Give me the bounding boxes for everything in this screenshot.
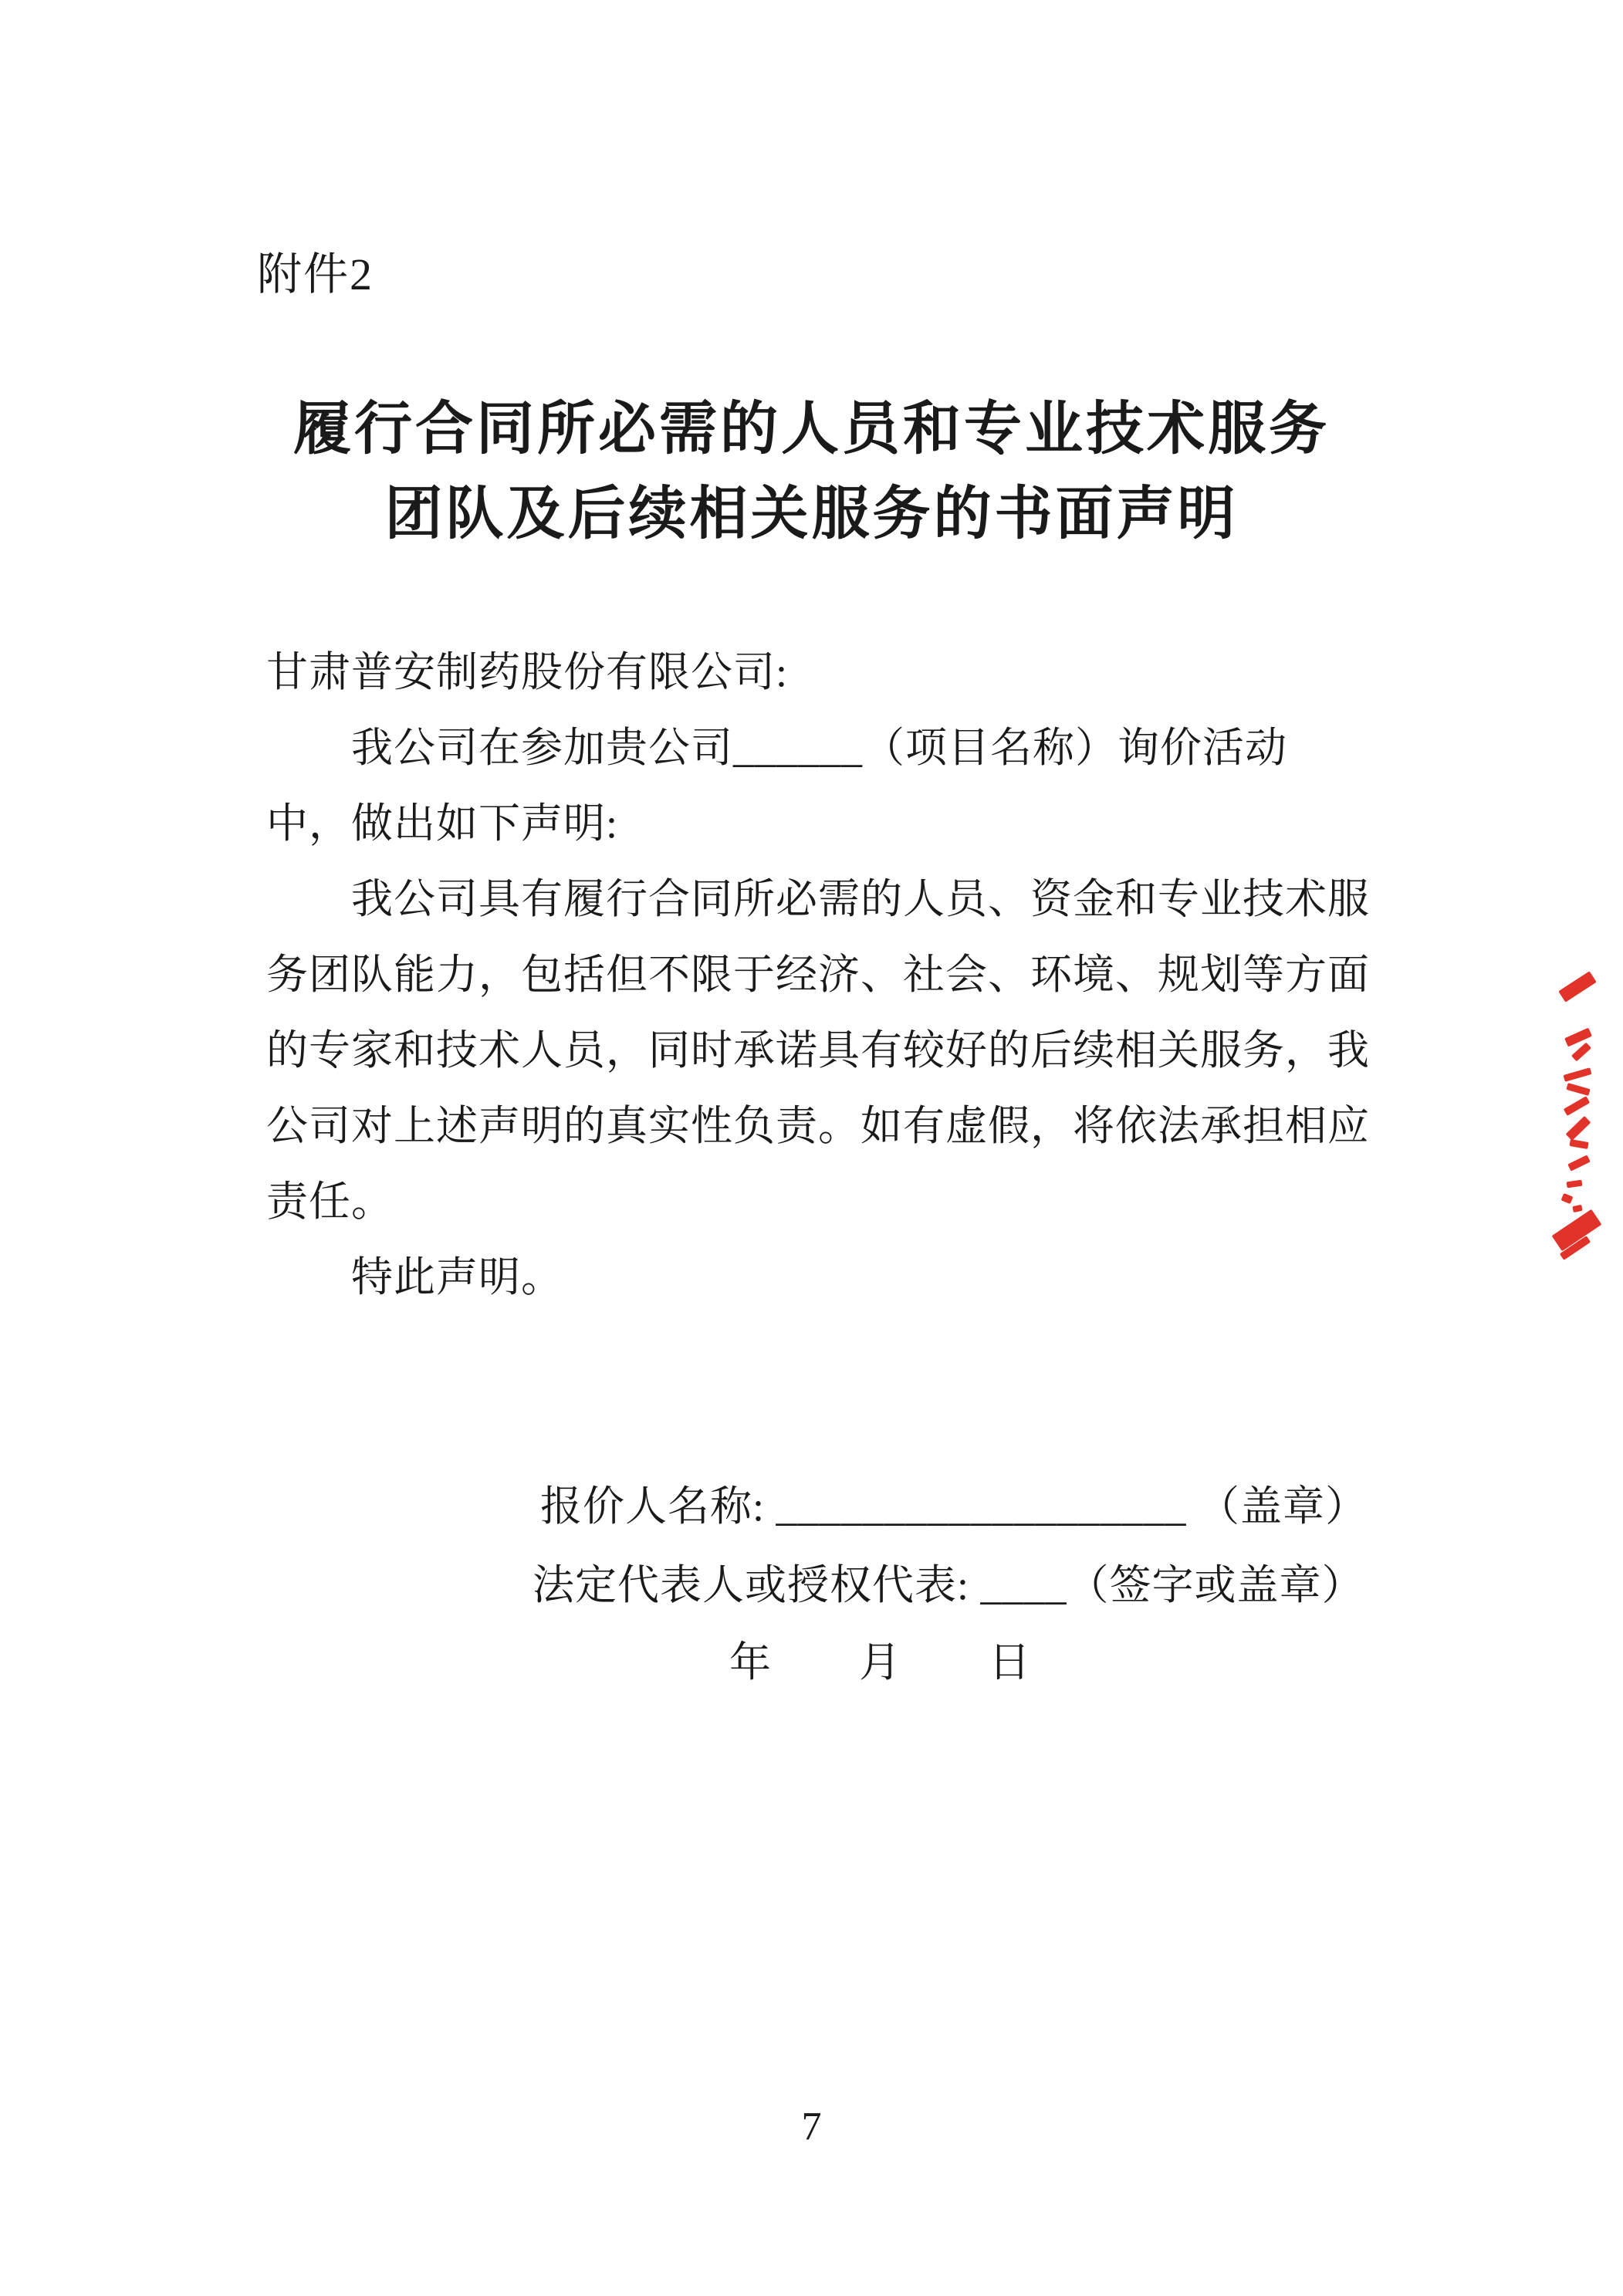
text-line: 务团队能力，包括但不限于经济、社会、环境、规划等方面 [266,952,1370,998]
text-line: 特此声明。 [266,1254,563,1300]
seal-fragment-icon [1572,1205,1582,1212]
bidder-name-line: 报价人名称: ___________________ （盖章） [540,1483,1368,1530]
text-line: 甘肃普安制药股份有限公司: [266,649,789,695]
text-line: 公司对上述声明的真实性负责。如有虚假，将依法承担相应 [266,1103,1370,1149]
red-seal-fragments [1548,972,1610,1273]
text-line: 中，做出如下声明: [266,800,619,847]
seal-fragment-icon [1569,1139,1588,1149]
title-line-1: 履行合同所必需的人员和专业技术服务 [292,397,1330,462]
document-title [0,387,1623,557]
title-line-2: 团队及后续相关服务的书面声明 [384,482,1239,546]
seal-fragment-icon [1571,1043,1591,1062]
seal-fragment-icon [1564,1096,1590,1116]
body-text [266,634,1408,1315]
text-line: 我公司具有履行合同所必需的人员、资金和专业技术服 [266,876,1370,922]
seal-fragment-icon [1563,1067,1591,1082]
attachment-label: 附件2 [257,249,374,299]
text-line: 责任。 [266,1178,394,1225]
seal-fragment-icon [1566,1116,1591,1141]
text-line: 我公司在参加贵公司______（项目名称）询价活动 [266,725,1287,771]
text-line: 的专家和技术人员，同时承诺具有较好的后续相关服务，我 [266,1027,1370,1074]
seal-fragment-icon [1558,971,1597,1002]
legal-rep-line: 法定代表人或授权代表: ____（签字或盖章） [533,1562,1364,1608]
seal-fragment-icon [1567,1155,1591,1171]
seal-fragment-icon [1567,1180,1583,1189]
page-number: 7 [801,2105,822,2149]
seal-fragment-icon [1561,1193,1574,1204]
seal-fragment-icon [1566,1083,1590,1096]
date-line: 年 月 日 [729,1639,1032,1686]
